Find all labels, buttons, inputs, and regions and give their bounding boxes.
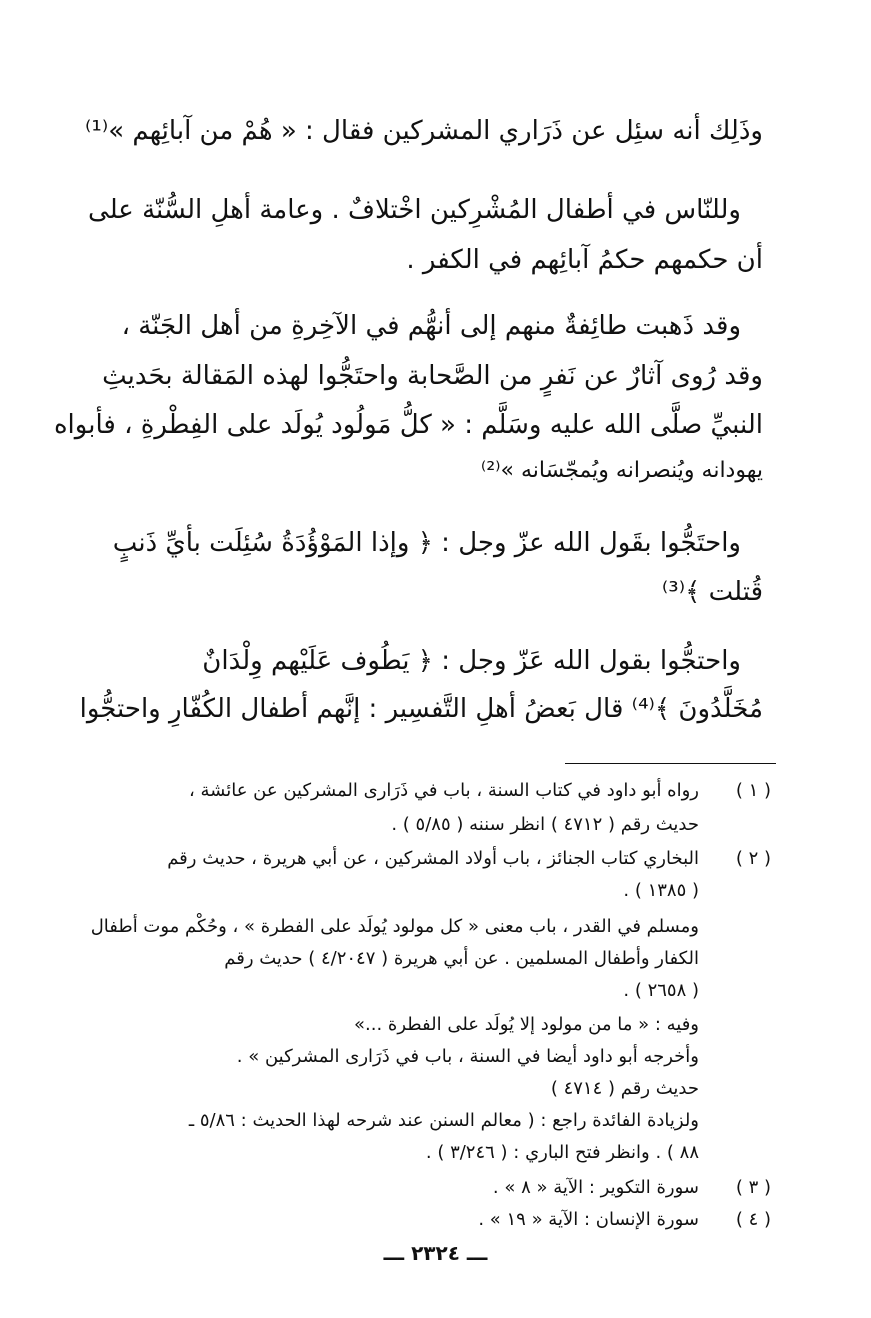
body-line-10: واحتجُّوا بقول الله عَزّ وجل : ﴿ يَطُوف عَلَيْهم وِلْدَانٌ (202, 646, 741, 676)
footnote-number-4: ( ٤ ) (735, 1209, 771, 1230)
body-line-6: النبيِّ صلَّى الله عليه وسَلَّم : « كلُّ مَولُود يُولَد على الفِطْرةِ ، فأبواه (53, 410, 763, 440)
body-line-1: وذَلِك أنه سئِل عن ذَرَاري المشركين فقال : « هُمْ من آبائِهم »⁽¹⁾ (85, 116, 763, 146)
footnote-2-line-7: وأخرجه أبو داود أيضا في السنة ، باب في ذَرَارى المشركين » . (236, 1046, 699, 1067)
footnote-2-line-4: الكفار وأطفال المسلمين . عن أبي هريرة ( ٤/٢٠٤٧ ) حديث رقم (224, 948, 699, 969)
body-line-2: وللنّاس في أطفال المُشْرِكين اخْتلافٌ . وعامة أهلِ السُّنّة على (88, 195, 741, 225)
body-line-8: واحتَجُّوا بقَول الله عزّ وجل : ﴿ وإذا المَوْؤُدَةُ سُئِلَت بأيِّ ذَنبٍ (112, 528, 741, 558)
footnote-3-line-1: سورة التكوير : الآية « ٨ » . (492, 1177, 699, 1198)
footnote-1-line-1: رواه أبو داود في كتاب السنة ، باب في ذَرَارى المشركين عن عائشة ، (188, 780, 699, 801)
footnote-2-line-6: وفيه : « ما من مولود إلا يُولَد على الفطرة ...» (354, 1014, 699, 1035)
footnote-2-line-8: حديث رقم ( ٤٧١٤ ) (550, 1078, 699, 1099)
body-line-7: يهودانه ويُنصرانه ويُمجّسَانه »⁽²⁾ (480, 458, 763, 483)
footnote-number-3: ( ٣ ) (735, 1177, 771, 1198)
footnote-separator (565, 763, 776, 764)
footnote-2-line-10: ٨٨ ) . وانظر فتح الباري : ( ٣/٢٤٦ ) . (425, 1142, 699, 1163)
page-number: ـــ ٢٣٢٤ ـــ (383, 1241, 488, 1265)
body-line-5: وقد رُوى آثارٌ عن نَفرٍ من الصَّحابة واحتَجُّوا لهذه المَقالة بحَديثِ (102, 361, 763, 391)
footnote-4-line-1: سورة الإنسان : الآية « ١٩ » . (478, 1209, 699, 1230)
footnote-number-2: ( ٢ ) (735, 848, 771, 869)
body-line-11: مُخَلَّدُونَ ﴾⁽⁴⁾ قال بَعضُ أهلِ التَّفسِير : إنَّهم أطفال الكُفّارِ واحتجُّوا (79, 694, 763, 724)
footnote-1-line-2: حديث رقم ( ٤٧١٢ ) انظر سننه ( ٥/٨٥ ) . (391, 814, 699, 835)
footnote-2-line-5: ( ٢٦٥٨ ) . (623, 980, 699, 1001)
footnote-2-line-3: ومسلم في القدر ، باب معنى « كل مولود يُولَد على الفطرة » ، وحُكْم موت أطفال (90, 916, 699, 937)
body-line-3: أن حكمهم حكمُ آبائِهم في الكفر . (406, 245, 763, 275)
footnote-2-line-9: ولزيادة الفائدة راجع : ( معالم السنن عند شرحه لهذا الحديث : ٥/٨٦ ـ (188, 1110, 699, 1131)
body-line-4: وقد ذَهبت طائِفةٌ منهم إلى أنهُّم في الآخِرةِ من أهل الجَنّة ، (121, 311, 741, 341)
body-line-9: قُتلت ﴾⁽³⁾ (661, 577, 763, 607)
footnote-2-line-1: البخاري كتاب الجنائز ، باب أولاد المشركين ، عن أبي هريرة ، حديث رقم (167, 848, 699, 869)
footnote-number-1: ( ١ ) (735, 780, 771, 801)
footnote-2-line-2: ( ١٣٨٥ ) . (623, 880, 699, 901)
